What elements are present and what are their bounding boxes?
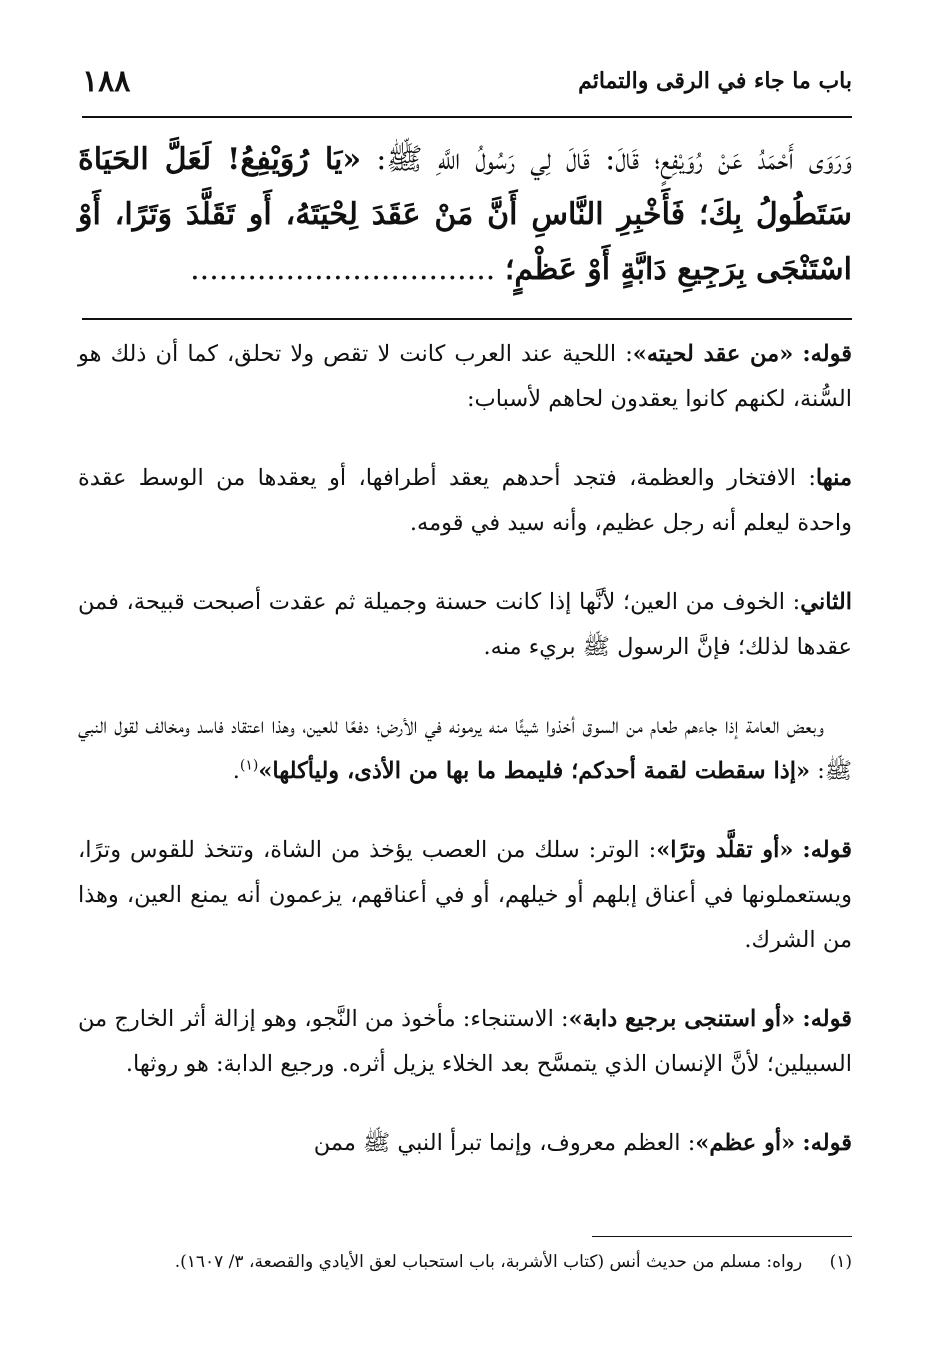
footnote-reference[interactable]: (١) (239, 757, 259, 774)
commentary-label: قوله: (802, 1130, 852, 1156)
hadith-ellipsis: ................................ (190, 252, 496, 287)
footnote-item (78, 1244, 852, 1280)
commentary-text: : الاستنجاء: مأخوذ من النَّجو، وهو إزالة أثر الخارج من السبيلين؛ لأنَّ الإنسان الذي يتمسَّح بعد الخلاء يزيل أثره. ورجيع الدابة: هو روثها. (78, 1006, 852, 1077)
commentary-text: وبعض العامة إذا جاءهم طعام من السوق أخذوا شيئًا منه يرمونه في الأرض؛ دفعًا للعين، وهذا اعتقاد فاسد ومخالف لقول النبي ﷺ: (78, 713, 852, 784)
commentary-paragraph (78, 1121, 852, 1166)
page-header (82, 58, 852, 104)
commentary-body (78, 332, 852, 1200)
header-divider (82, 116, 852, 118)
footnote-divider (592, 1236, 852, 1237)
commentary-text: : الوتر: سلك من العصب يؤخذ من الشاة، وتتخذ للقوس وترًا، ويستعملونها في أعناق إبلهم أو خيلهم، أو في أعناقهم، يزعمون أنه يمنع العين، وهذا من الشرك. (78, 837, 852, 953)
commentary-text: : العظم معروف، وإنما تبرأ النبي ﷺ ممن (313, 1130, 696, 1156)
commentary-quote: «من عقد لحيته» (632, 341, 794, 367)
hadith-text (78, 132, 852, 297)
commentary-label: قوله: (802, 341, 852, 367)
hadith-intro: وَرَوَى أَحْمَدُ عَنْ رُوَيْفِعٍ؛ قَالَ: قَالَ لِي رَسُولُ اللَّهِ ﷺ: (376, 142, 852, 177)
commentary-text: : الخوف من العين؛ لأنَّها إذا كانت حسنة وجميلة ثم عقدت أصبحت قبيحة، فمن عقدها لذلك؛ فإنَّ الرسول ﷺ بريء منه. (78, 589, 852, 660)
hadith-quote: «يَا رُوَيْفِعُ! لَعَلَّ الحَيَاةَ سَتَطُولُ بِكَ؛ فَأَخْبِرِ النَّاسِ أَنَّ مَنْ عَقَدَ لِحْيَتَهُ، أَو تَقَلَّدَ وَتَرًا، أَوْ اسْتَنْجَى بِرَجِيعِ دَابَّةٍ أَوْ عَظْمٍ؛ (78, 142, 852, 287)
commentary-paragraph (78, 332, 852, 422)
commentary-quote: «أو تقلَّد وترًا» (656, 837, 794, 863)
commentary-quote: «إذا سقطت لقمة أحدكم؛ فليمط ما بها من الأذى، وليأكلها» (258, 758, 811, 784)
commentary-paragraph (78, 580, 852, 670)
running-title: باب ما جاء في الرقى والتمائم (578, 68, 852, 94)
page-number: ١٨٨ (82, 63, 131, 99)
commentary-text: : الافتخار والعظمة، فتجد أحدهم يعقد أطرافها، أو يعقدها من الوسط عقدة واحدة ليعلم أنه رجل عظيم، وأنه سيد في قومه. (78, 465, 852, 536)
sentence-end: . (232, 758, 240, 784)
commentary-quote: «أو استنجى برجيع دابة» (568, 1006, 796, 1032)
commentary-label: قوله: (802, 1006, 852, 1032)
commentary-label: الثاني (800, 589, 852, 615)
footnote-text: رواه: مسلم من حديث أنس (كتاب الأشربة، باب استحباب لعق الأيادي والقصعة، ٣/ ١٦٠٧). (174, 1252, 803, 1272)
commentary-paragraph (78, 456, 852, 546)
commentary-text: : اللحية عند العرب كانت لا تقص ولا تحلق، كما أن ذلك هو السُّنة، لكنهم كانوا يعقدون لحاهم لأسباب: (78, 341, 852, 412)
commentary-label: قوله: (802, 837, 852, 863)
commentary-paragraph (78, 997, 852, 1087)
footnotes (78, 1244, 852, 1280)
commentary-label: منها (815, 465, 852, 491)
commentary-quote: «أو عظم» (695, 1130, 796, 1156)
footnote-mark: (١) (829, 1252, 852, 1272)
hadith-divider (82, 318, 852, 320)
commentary-paragraph (78, 828, 852, 963)
commentary-paragraph (78, 704, 852, 794)
